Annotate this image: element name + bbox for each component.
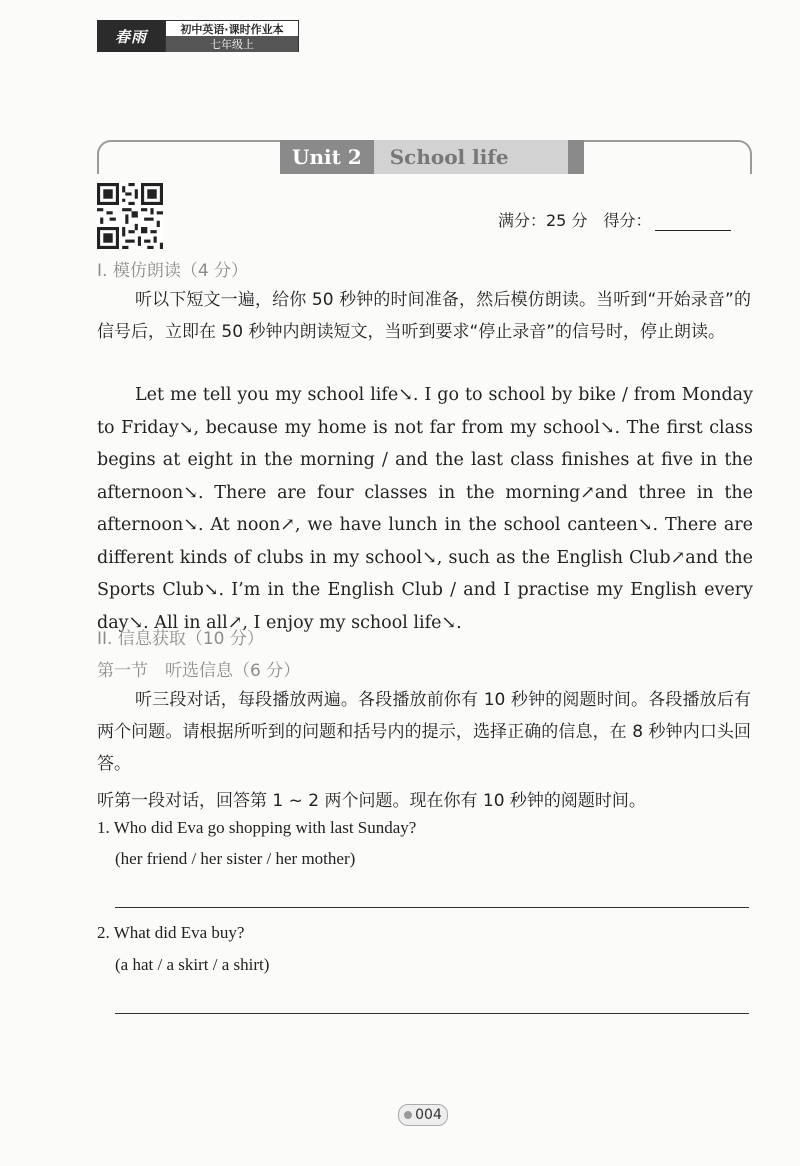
page-number-text: 004 bbox=[415, 1107, 442, 1123]
section1-instruction: 听以下短文一遍，给你 50 秒钟的时间准备，然后模仿朗读。当听到“开始录音”的信号后，立即在 50 秒钟内朗读短文，当听到要求“停止录音”的信号时，停止朗读。 bbox=[97, 290, 751, 342]
page-number bbox=[398, 1104, 448, 1126]
unit-banner bbox=[280, 140, 584, 174]
dialogue1-prompt: 听第一段对话，回答第 1 ~ 2 两个问题。现在你有 10 秒钟的阅题时间。 bbox=[97, 791, 646, 811]
answer-line-2[interactable] bbox=[115, 1013, 749, 1014]
part1-title: 第一节 听选信息（6 分） bbox=[97, 661, 301, 681]
unit-label: Unit 2 bbox=[280, 140, 374, 174]
answer-line-1[interactable] bbox=[115, 907, 749, 908]
book-header bbox=[97, 20, 299, 52]
section2-instruction: 听三段对话，每段播放两遍。各段播放前你有 10 秒钟的阅题时间。各段播放后有两个问题。请根据所听到的问题和括号内的提示，选择正确的信息，在 8 秒钟内口头回答。 bbox=[97, 690, 751, 774]
score-blank[interactable] bbox=[655, 212, 731, 231]
section1-title: I. 模仿朗读（4 分） bbox=[97, 261, 249, 281]
grade-label: 七年级上 bbox=[166, 36, 298, 52]
series-title: 初中英语·课时作业本 bbox=[166, 21, 298, 36]
unit-banner-tab bbox=[568, 140, 584, 174]
logo-text: 春雨 bbox=[114, 27, 147, 46]
section2-title: II. 信息获取（10 分） bbox=[97, 629, 264, 649]
question-2-options: (a hat / a skirt / a shirt) bbox=[115, 955, 270, 974]
question-2: 2. What did Eva buy? bbox=[97, 923, 245, 942]
reading-passage: Let me tell you my school life↘. I go to school by bike / from Monday to Friday↘, because my home is not far from my school↘. The first class begins at eight in the morning / and the last class finishes at five in the afternoon↘. There are four classes in the morning↗and three in the afternoon↘. At noon↗, we have lunch in the school canteen↘. There are different kinds of clubs in my school↘, such as the English Club↗and the Sports Club↘. I’m in the English Club / and I practise my English every day↘. All in all↗, I enjoy my school life↘. bbox=[97, 385, 753, 633]
score-line bbox=[498, 208, 731, 231]
qr-code-icon[interactable] bbox=[97, 183, 163, 249]
page-dot-icon bbox=[404, 1111, 412, 1119]
publisher-logo bbox=[97, 20, 165, 52]
score-text: 满分：25 分 得分： bbox=[498, 211, 652, 230]
series-label bbox=[165, 20, 299, 52]
unit-name: School life bbox=[374, 140, 568, 174]
question-1: 1. Who did Eva go shopping with last Sunday? bbox=[97, 818, 417, 837]
question-1-options: (her friend / her sister / her mother) bbox=[115, 849, 356, 868]
